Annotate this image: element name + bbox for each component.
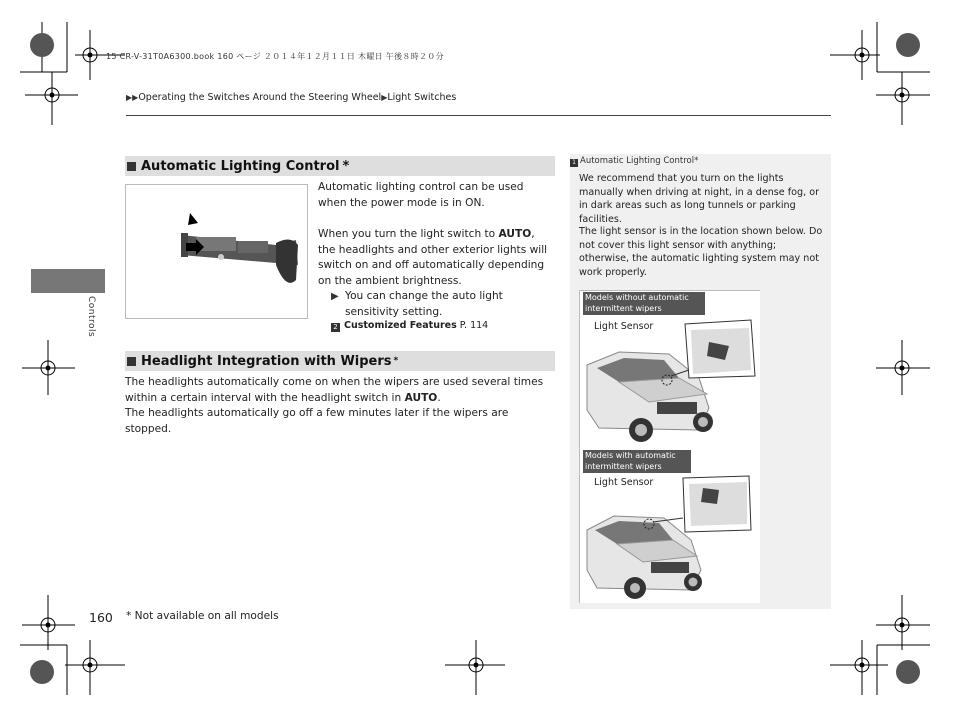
asterisk-mark: * xyxy=(694,156,699,166)
page-number: 160 xyxy=(89,610,113,625)
footnote: * Not available on all models xyxy=(126,610,279,622)
section-heading-wiper-integration xyxy=(125,351,555,371)
triangle-bullet-icon: ▶ xyxy=(331,291,339,302)
wiper-text-post: . xyxy=(437,391,441,404)
chapter-label: Controls xyxy=(86,296,96,338)
sidebar-title xyxy=(570,156,698,167)
breadcrumb-separator: ▶ xyxy=(381,93,388,102)
figure-tag-without-auto-wipers: Models without automatic intermittent wipers xyxy=(583,292,705,315)
auto-lighting-intro: Automatic lighting control can be used when the power mode is in ON. xyxy=(318,181,524,209)
auto-position-label: AUTO xyxy=(498,228,532,240)
sidebar-recommendation: We recommend that you turn on the lights manually when driving at night, in a dense fog, or in dark areas such as long tunnels or parking facilities. xyxy=(579,173,820,225)
section-title: Headlight Integration with Wipers xyxy=(141,353,392,369)
section-title: Automatic Lighting Control xyxy=(141,158,340,174)
wiper-off-text: The headlights automatically go off a few minutes later if the wipers are stopped. xyxy=(125,407,509,435)
asterisk-mark: * xyxy=(342,158,350,174)
figure-tag-with-auto-wipers: Models with automatic intermittent wipers xyxy=(583,450,691,473)
car-sensor-illustrations xyxy=(579,290,759,602)
desc-text-post: , the headlights and other exterior lights will switch on and off automatically depending on the ambient brightness. xyxy=(318,228,548,287)
xref-page: P. 114 xyxy=(459,320,489,331)
wiper-text-pre: The headlights automatically come on when the wipers are used several times within a certain interval with the headlight switch in xyxy=(125,376,544,404)
auto-lighting-description xyxy=(318,227,554,289)
square-bullet-icon xyxy=(127,357,136,366)
light-sensor-label: Light Sensor xyxy=(594,477,654,488)
sensitivity-note-text: You can change the auto light sensitivity setting. xyxy=(345,290,503,318)
desc-text-pre: When you turn the light switch to xyxy=(318,228,499,240)
light-switch-illustration xyxy=(125,184,308,319)
sidebar-sensor-warning: The light sensor is in the location shown below. Do not cover this light sensor with anything; otherwise, the automatic lighting system may not work properly. xyxy=(579,226,823,278)
cross-reference-icon: 2 xyxy=(331,323,340,332)
wiper-integration-text xyxy=(125,375,557,437)
auto-position-label: AUTO xyxy=(404,391,438,404)
customized-features-link[interactable] xyxy=(331,320,488,332)
header-divider xyxy=(126,115,831,116)
breadcrumb xyxy=(126,92,456,103)
asterisk-mark: * xyxy=(393,356,399,366)
sidebar-title-text: Automatic Lighting Control xyxy=(580,156,695,166)
breadcrumb-arrows: ▶▶ xyxy=(126,93,139,102)
chapter-tab[interactable] xyxy=(31,269,105,293)
section-heading-auto-lighting xyxy=(125,156,555,176)
light-sensor-label: Light Sensor xyxy=(594,321,654,332)
breadcrumb-section-link[interactable]: Operating the Switches Around the Steering Wheel xyxy=(138,92,382,103)
square-bullet-icon xyxy=(127,162,136,171)
note-icon: 1 xyxy=(570,159,578,167)
print-header: 15 CR-V-31T0A6300.book 160 ページ ２０１４年１２月１１日 木曜日 午後８時２０分 xyxy=(106,52,444,61)
breadcrumb-page-link[interactable]: Light Switches xyxy=(387,92,457,103)
sensitivity-note xyxy=(331,289,555,320)
xref-label: Customized Features xyxy=(344,320,457,331)
